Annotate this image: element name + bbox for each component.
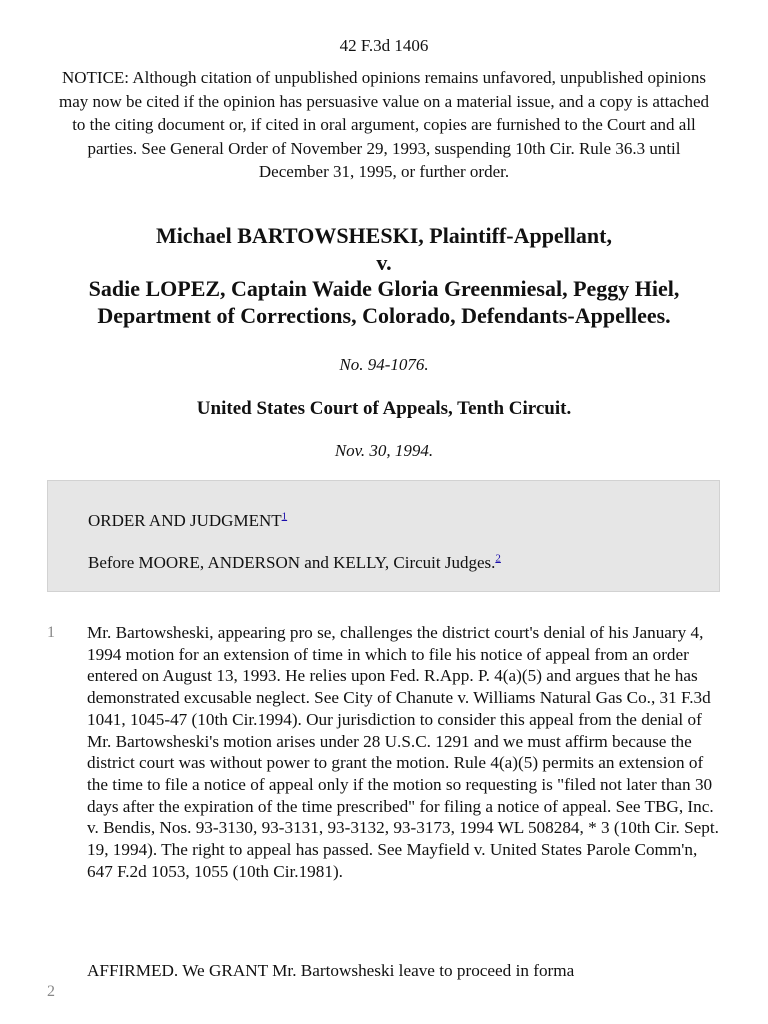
plaintiff-line: Michael BARTOWSHESKI, Plaintiff-Appellant, [156,223,612,248]
decision-date: Nov. 30, 1994. [334,441,434,460]
case-citation: 42 F.3d 1406 [339,36,429,55]
court-name: United States Court of Appeals, Tenth Circuit. [196,398,572,419]
unpublished-notice: NOTICE: Although citation of unpublished opinions remains unfavored, unpublished opinions may now be cited if the opinion has persuasive value on a material issue, and a copy is attached to the citing document or, if cited in oral argument, copies are furnished to the Court and all parties. See General Order of November 29, 1993, suspending 10th Cir. Rule 36.3 until December 31, 1995, or further order. [58,68,710,182]
paragraph-number: 1 [47,624,55,641]
versus-line: v. [376,249,392,275]
order-title-text: ORDER AND JUDGMENT [88,511,282,530]
docket-number: No. 94-1076. [339,355,429,374]
panel-judges-text: Before MOORE, ANDERSON and KELLY, Circuit Judges. [88,553,496,572]
order-judgment-box [47,480,720,592]
order-title [88,511,287,531]
footnote-link-2[interactable]: 2 [495,552,501,565]
paragraph-number: 2 [47,983,55,1000]
case-caption [20,223,748,329]
defendants-line-1: Sadie LOPEZ, Captain Waide Gloria Greenmiesal, Peggy Hiel, [88,276,680,301]
defendants-line-2: Department of Corrections, Colorado, Defendants-Appellees. [97,302,671,328]
opinion-paragraph: Mr. Bartowsheski, appearing pro se, challenges the district court's denial of his January 4, 1994 motion for an extension of time in which to file his notice of appeal from an order entered on August 13, 1993. He relies upon Fed. R.App. P. 4(a)(5) and argues that he has demonstrated excusable neglect. See City of Chanute v. Williams Natural Gas Co., 31 F.3d 1041, 1045-47 (10th Cir.1994). Our jurisdiction to consider this appeal from the denial of Mr. Bartowsheski's motion arises under 28 U.S.C. 1291 and we must affirm because the district court was without power to grant the motion. Rule 4(a)(5) permits an extension of the time to file a notice of appeal only if the motion so requesting is "filed not later than 30 days after the expiration of the time prescribed" for filing a notice of appeal. See TBG, Inc. v. Bendis, Nos. 93-3130, 93-3131, 93-3132, 93-3173, 1994 WL 508284, * 3 (10th Cir. Sept. 19, 1994). The right to appeal has passed. See Mayfield v. United States Parole Comm'n, 647 F.2d 1053, 1055 (10th Cir.1981). [87,623,719,881]
opinion-paragraph: AFFIRMED. We GRANT Mr. Bartowsheski leave to proceed in forma [87,961,575,980]
footnote-link-1[interactable]: 1 [281,510,288,523]
panel-judges [88,553,501,573]
